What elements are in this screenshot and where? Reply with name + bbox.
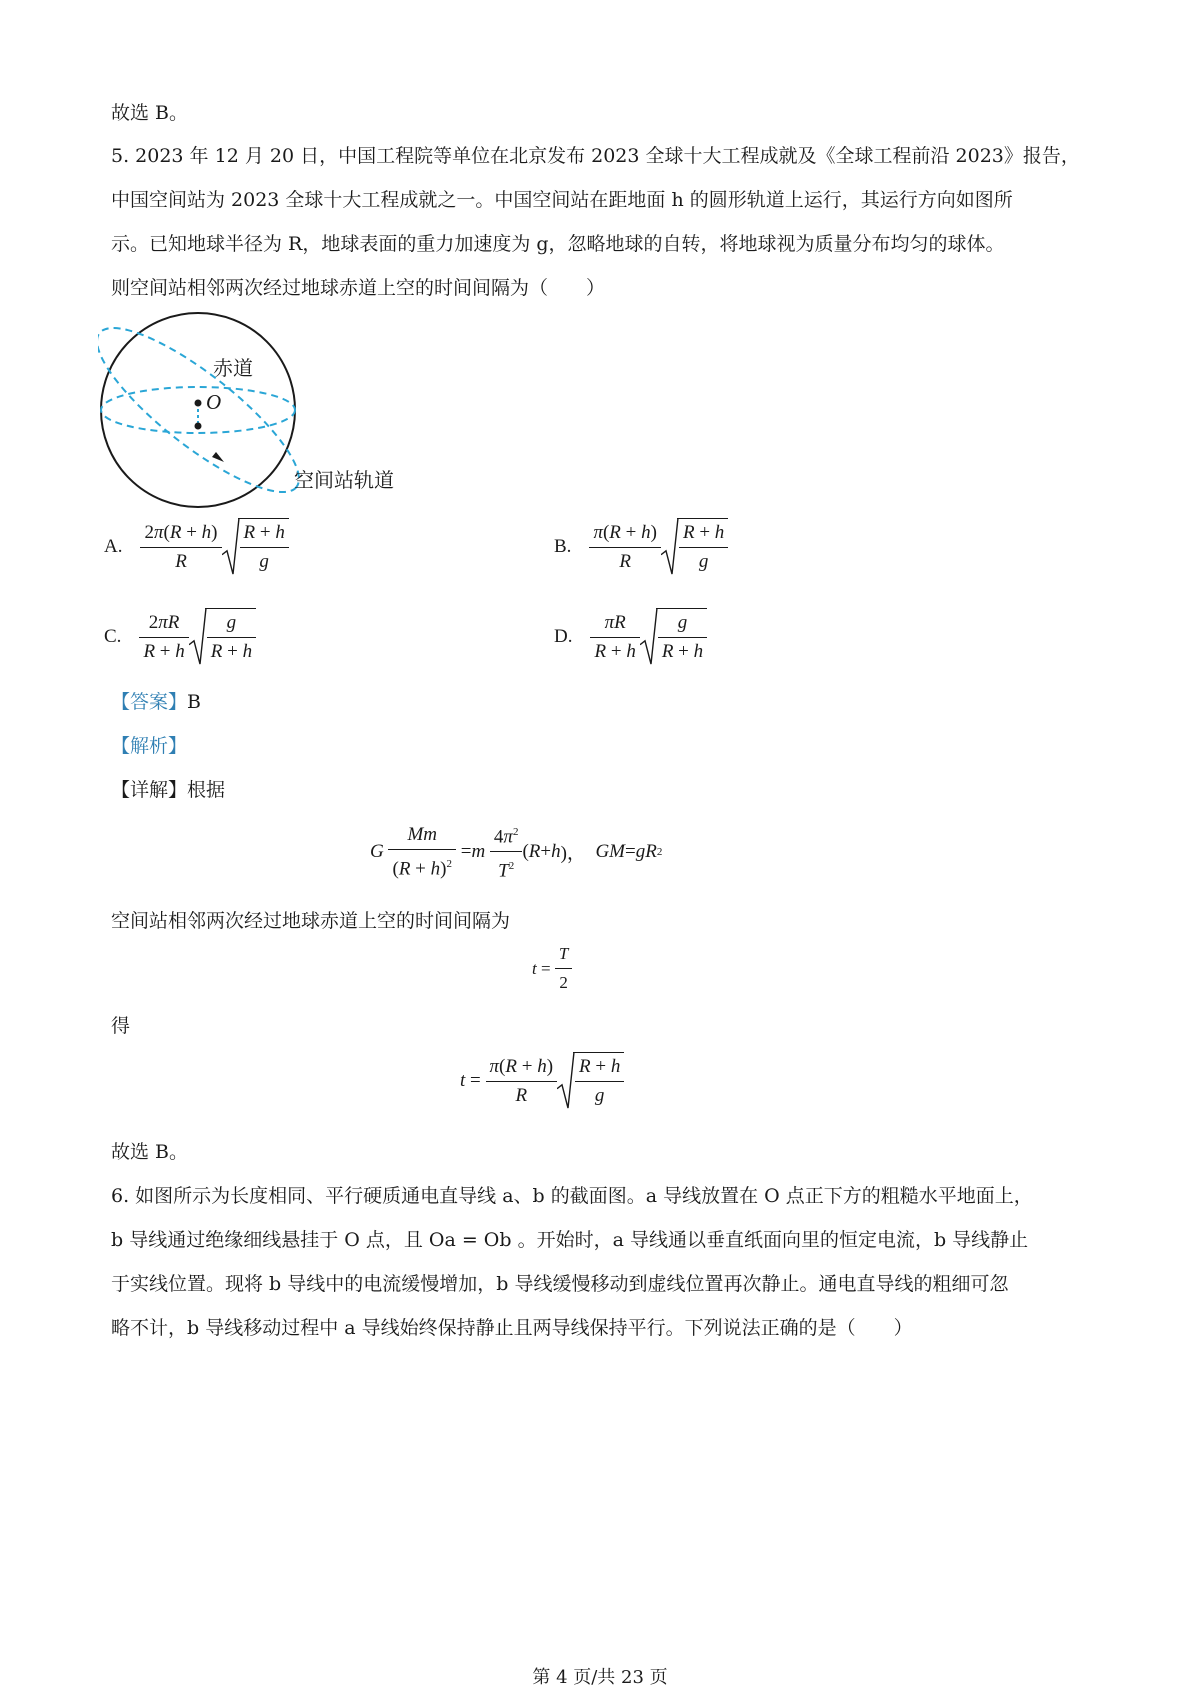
answer-line: [111, 689, 201, 715]
q5-stem-line-3: 示。已知地球半径为 R，地球表面的重力加速度为 g，忽略地球的自转，将地球视为质量分布均匀的球体。: [111, 233, 1005, 255]
page-footer: 第 4 页/共 23 页: [532, 1667, 668, 1688]
option-c[interactable]: [104, 608, 256, 666]
option-a-sqrt: $\frac{R + h}{g}$: [222, 518, 289, 576]
equation-gravity: G $\frac{Mm}{(R + h)^2}$ = m $\frac{4\pi^2}{T^2}$ ( R + h )， GM = gR 2: [370, 818, 662, 886]
q6-stem-line-1: 6. 如图所示为长度相同、平行硬质通电直导线 a、b 的截面图。a 导线放置在 O 点正下方的粗糙水平地面上，: [111, 1185, 1033, 1207]
q5-stem-line-4: 则空间站相邻两次经过地球赤道上空的时间间隔为（ ）: [111, 277, 606, 299]
prev-conclusion: 故选 B。: [111, 102, 189, 124]
center-point: [195, 400, 202, 407]
q6-stem-line-3: 于实线位置。现将 b 导线中的电流缓慢增加，b 导线缓慢移动到虚线位置再次静止。通电直导线的粗细可忽: [111, 1273, 1009, 1295]
orbit-label: 空间站轨道: [294, 468, 394, 492]
de-text: 得: [111, 1015, 131, 1037]
answer-value: B: [187, 691, 201, 713]
answer-tag: 【答案】: [111, 691, 188, 713]
q6-stem-line-4: 略不计，b 导线移动过程中 a 导线始终保持静止且两导线保持平行。下列说法正确的是（ ）: [111, 1317, 913, 1339]
option-c-label: C.: [104, 626, 122, 647]
detail-line: [111, 777, 225, 803]
option-d-fraction: $\frac{\pi R}{R + h}$: [590, 609, 639, 666]
option-d-sqrt: $\frac{g}{R + h}$: [640, 608, 707, 666]
option-a-fraction: $\frac{2\pi(R + h)}{R}$: [140, 519, 221, 576]
q5-stem-line-2: 中国空间站为 2023 全球十大工程成就之一。中国空间站在距地面 h 的圆形轨道上运行，其运行方向如图所: [111, 189, 1013, 211]
orbit-figure: [98, 312, 418, 512]
center-label: O: [206, 390, 222, 414]
detail-tag: 【详解】: [111, 779, 188, 801]
equator-label: 赤道: [213, 356, 253, 380]
equation-result: t = $\frac{\pi(R + h)}{R}$ $\frac{R + h}{g}$: [460, 1052, 624, 1110]
direction-arrow-icon: [212, 452, 224, 462]
conclusion: 故选 B。: [111, 1141, 189, 1163]
option-a-label: A.: [104, 536, 123, 557]
q6-stem-line-2: b 导线通过绝缘细线悬挂于 O 点，且 Oa = Ob 。开始时，a 导线通以垂直纸面向里的恒定电流，b 导线静止: [111, 1229, 1029, 1251]
option-b-sqrt: $\frac{R + h}{g}$: [661, 518, 728, 576]
option-b-fraction: $\frac{\pi(R + h)}{R}$: [589, 519, 661, 576]
option-d[interactable]: [554, 608, 707, 666]
q5-stem-line-1: 5. 2023 年 12 月 20 日，中国工程院等单位在北京发布 2023 全球十大工程成就及《全球工程前沿 2023》报告，: [111, 145, 1080, 167]
analysis-tag: 【解析】: [111, 735, 188, 757]
option-b[interactable]: [554, 518, 728, 576]
option-d-label: D.: [554, 626, 573, 647]
detail-text: 根据: [187, 779, 226, 801]
option-c-sqrt: $\frac{g}{R + h}$: [189, 608, 256, 666]
option-b-label: B.: [554, 536, 572, 557]
equation-period-half: t = $\frac{T}{2}$: [532, 940, 572, 997]
option-a[interactable]: [104, 518, 289, 576]
mid-text: 空间站相邻两次经过地球赤道上空的时间间隔为: [111, 910, 511, 932]
lower-point: [195, 423, 202, 430]
option-c-fraction: $\frac{2\pi R}{R + h}$: [139, 609, 188, 666]
